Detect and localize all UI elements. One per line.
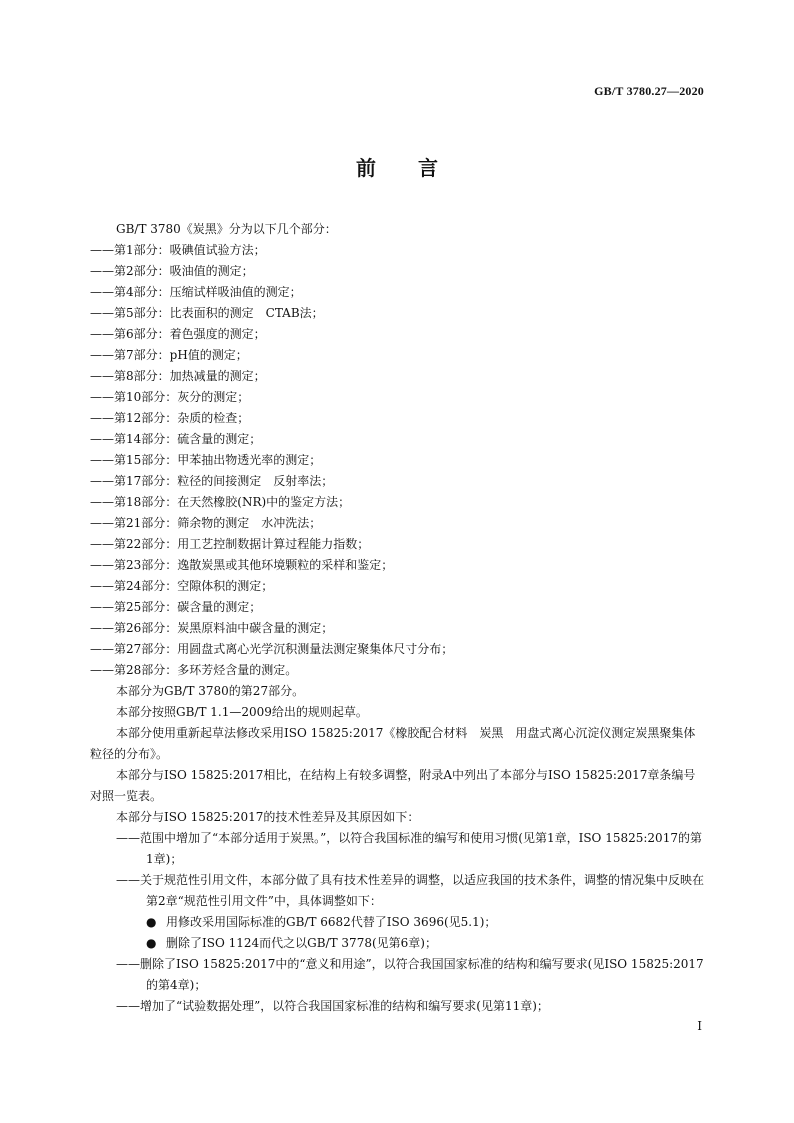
part-item: ——第18部分：在天然橡胶(NR)中的鉴定方法； xyxy=(90,495,351,509)
part-item: ——第1部分：吸碘值试验方法； xyxy=(90,243,266,257)
part-item: ——第25部分：碳含量的测定； xyxy=(90,600,262,614)
bullet-text: 删除了ISO 1124而代之以GB/T 3778(见第6章)； xyxy=(166,936,437,950)
part-item: ——第21部分：筛余物的测定 水冲洗法； xyxy=(90,516,322,530)
page-title: 前言 xyxy=(356,156,480,180)
difference-item: ——删除了ISO 15825:2017中的“意义和用途”，以符合我国国家标准的结构和编写要求(见ISO 15825:2017的第4章)； xyxy=(116,957,704,992)
part-item: ——第22部分：用工艺控制数据计算过程能力指数； xyxy=(90,537,370,551)
part-item: ——第8部分：加热减量的测定； xyxy=(90,369,266,383)
document-body xyxy=(90,219,704,1017)
part-item: ——第23部分：逸散炭黑或其他环境颗粒的采样和鉴定； xyxy=(90,558,394,572)
part-item: ——第2部分：吸油值的测定； xyxy=(90,264,254,278)
part-item: ——第7部分：pH值的测定； xyxy=(90,348,248,362)
difference-item: ——关于规范性引用文件，本部分做了具有技术性差异的调整，以适应我国的技术条件，调整的情况集中反映在第2章“规范性引用文件”中，具体调整如下： xyxy=(116,873,705,908)
part-item: ——第5部分：比表面积的测定 CTAB法； xyxy=(90,306,324,320)
standard-number: GB/T 3780.27—2020 xyxy=(594,84,704,98)
paragraph-part-number: 本部分为GB/T 3780的第27部分。 xyxy=(116,684,305,698)
intro-text: GB/T 3780《炭黑》分为以下几个部分： xyxy=(116,222,337,236)
difference-item: ——增加了“试验数据处理”，以符合我国国家标准的结构和编写要求(见第11章)； xyxy=(116,999,549,1013)
bullet-item xyxy=(90,933,704,954)
part-item: ——第24部分：空隙体积的测定； xyxy=(90,579,274,593)
parts-list xyxy=(90,240,704,681)
paragraph-adoption: 本部分使用重新起草法修改采用ISO 15825:2017《橡胶配合材料 炭黑 用盘式离心沉淀仪测定炭黑聚集体粒径的分布》。 xyxy=(90,726,696,761)
difference-item: ——范围中增加了“本部分适用于炭黑。”，以符合我国标准的编写和使用习惯(见第1章，ISO 15825:2017的第1章)； xyxy=(116,831,702,866)
part-item: ——第10部分：灰分的测定； xyxy=(90,390,250,404)
part-item: ——第15部分：甲苯抽出物透光率的测定； xyxy=(90,453,322,467)
part-item: ——第12部分：杂质的检查； xyxy=(90,411,250,425)
paragraph-drafting-rules: 本部分按照GB/T 1.1—2009给出的规则起草。 xyxy=(116,705,368,719)
bullet-item xyxy=(90,912,704,933)
paragraph-structure: 本部分与ISO 15825:2017相比，在结构上有较多调整，附录A中列出了本部分与ISO 15825:2017章条编号对照一览表。 xyxy=(90,768,696,803)
page-number: I xyxy=(697,1019,702,1033)
part-item: ——第4部分：压缩试样吸油值的测定； xyxy=(90,285,302,299)
part-item: ——第27部分：用圆盘式离心光学沉积测量法测定聚集体尺寸分布； xyxy=(90,642,454,656)
bullet-icon: ● xyxy=(146,915,157,929)
part-item: ——第6部分：着色强度的测定； xyxy=(90,327,266,341)
bullet-text: 用修改采用国际标准的GB/T 6682代替了ISO 3696(见5.1)； xyxy=(166,915,497,929)
part-item: ——第14部分：硫含量的测定； xyxy=(90,432,262,446)
part-item: ——第17部分：粒径的间接测定 反射率法； xyxy=(90,474,334,488)
paragraph-differences-intro: 本部分与ISO 15825:2017的技术性差异及其原因如下： xyxy=(116,810,420,824)
part-item: ——第28部分：多环芳烃含量的测定。 xyxy=(90,663,298,677)
part-item: ——第26部分：炭黑原料油中碳含量的测定； xyxy=(90,621,334,635)
bullet-icon: ● xyxy=(146,936,157,950)
